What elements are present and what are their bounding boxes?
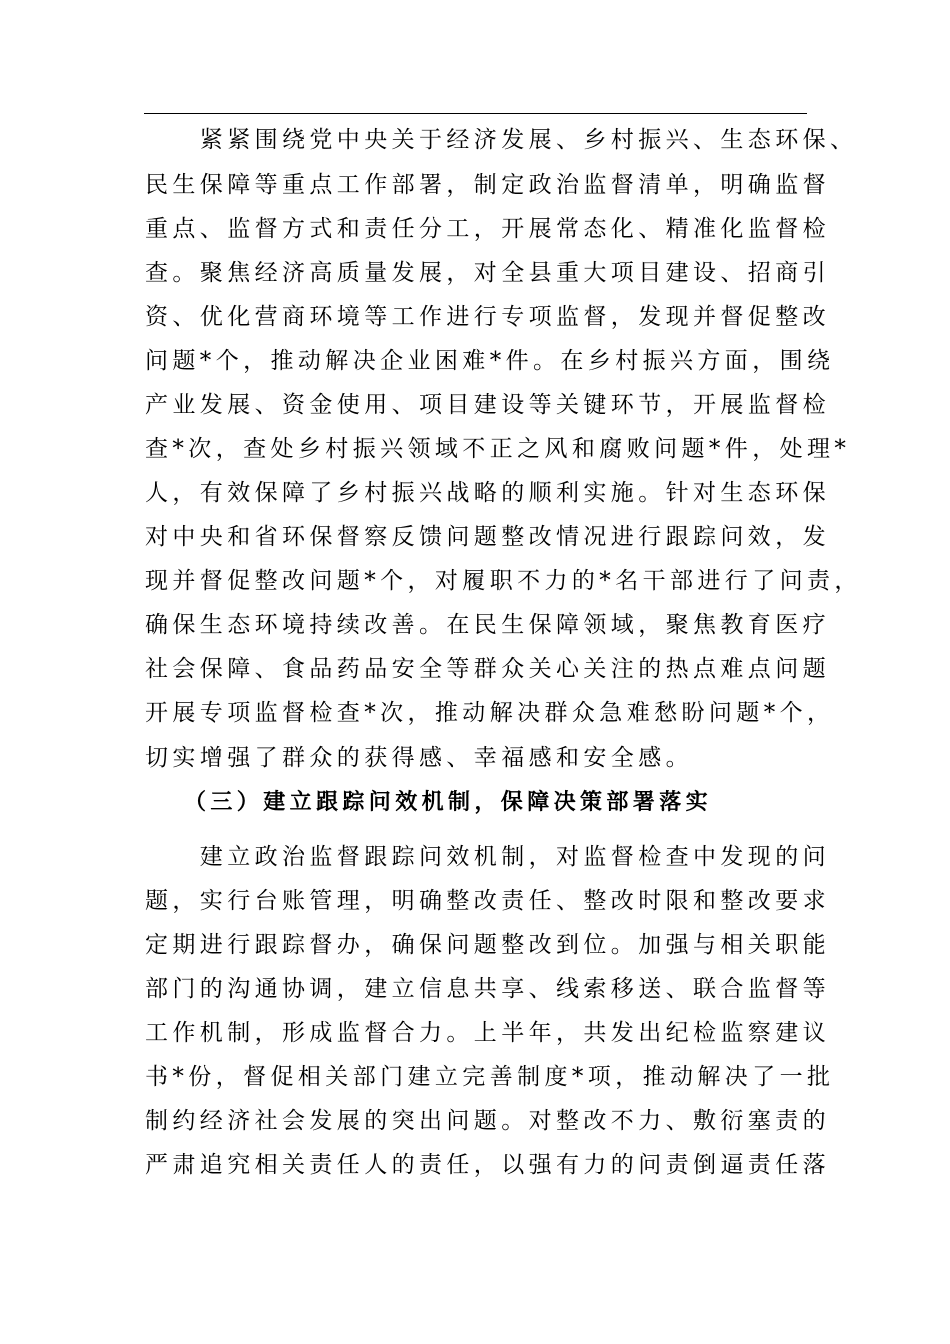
text-line: 产业发展、资金使用、项目建设等关键环节，开展监督检 bbox=[145, 392, 830, 418]
text-line: 问题*个，推动解决企业困难*件。在乡村振兴方面，围绕 bbox=[145, 348, 835, 374]
text-line: 切实增强了群众的获得感、幸福感和安全感。 bbox=[145, 745, 693, 771]
text-line: 工作机制，形成监督合力。上半年，共发出纪检监察建议 bbox=[145, 1020, 830, 1046]
text-line: 建立政治监督跟踪问效机制，对监督检查中发现的问 bbox=[145, 844, 830, 870]
text-line: 人，有效保障了乡村振兴战略的顺利实施。针对生态环保 bbox=[145, 480, 830, 506]
text-line: 现并督促整改问题*个，对履职不力的*名干部进行了问责， bbox=[145, 568, 862, 594]
text-line: 查*次，查处乡村振兴领域不正之风和腐败问题*件，处理* bbox=[145, 436, 851, 462]
text-line: 制约经济社会发展的突出问题。对整改不力、敷衍塞责的 bbox=[145, 1108, 830, 1134]
text-line: 紧紧围绕党中央关于经济发展、乡村振兴、生态环保、 bbox=[145, 127, 858, 153]
text-line: 确保生态环境持续改善。在民生保障领域，聚焦教育医疗 bbox=[145, 612, 830, 638]
text-line: 题，实行台账管理，明确整改责任、整改时限和整改要求 bbox=[145, 888, 830, 914]
text-line: 开展专项监督检查*次，推动解决群众急难愁盼问题*个， bbox=[145, 700, 835, 726]
text-line: 部门的沟通协调，建立信息共享、线索移送、联合监督等 bbox=[145, 976, 830, 1002]
text-line: 社会保障、食品药品安全等群众关心关注的热点难点问题 bbox=[145, 656, 830, 682]
text-line: 书*份，督促相关部门建立完善制度*项，推动解决了一批 bbox=[145, 1064, 835, 1090]
text-line: 对中央和省环保督察反馈问题整改情况进行跟踪问效，发 bbox=[145, 524, 830, 550]
section-heading: （三）建立跟踪问效机制，保障决策部署落实 bbox=[184, 789, 713, 815]
text-line: 严肃追究相关责任人的责任，以强有力的问责倒逼责任落 bbox=[145, 1152, 830, 1178]
text-line: 民生保障等重点工作部署，制定政治监督清单，明确监督 bbox=[145, 172, 830, 198]
text-line: 查。聚焦经济高质量发展，对全县重大项目建设、招商引 bbox=[145, 260, 830, 286]
text-line: 资、优化营商环境等工作进行专项监督，发现并督促整改 bbox=[145, 304, 830, 330]
header-rule bbox=[144, 113, 807, 114]
text-line: 定期进行跟踪督办，确保问题整改到位。加强与相关职能 bbox=[145, 932, 830, 958]
text-line: 重点、监督方式和责任分工，开展常态化、精准化监督检 bbox=[145, 216, 830, 242]
